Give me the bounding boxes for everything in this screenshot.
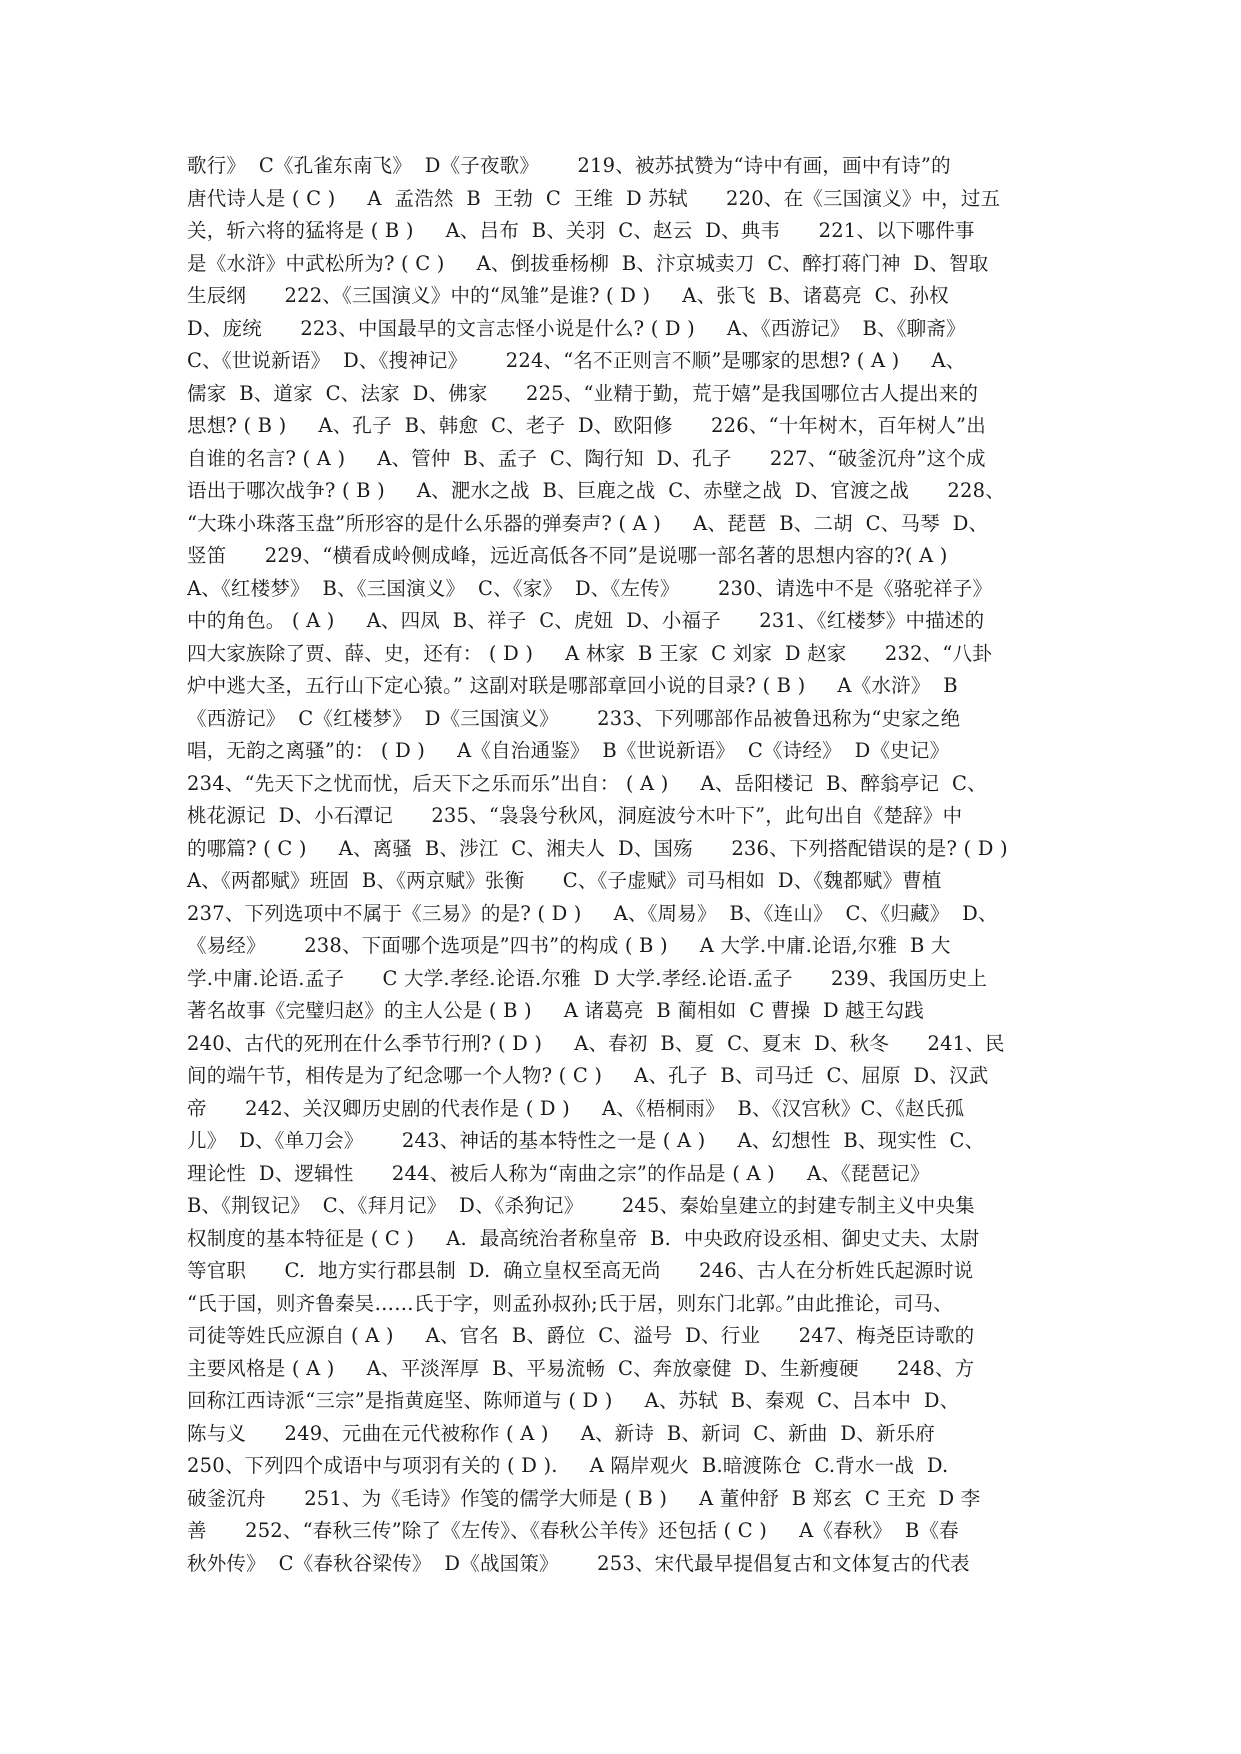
- text-line: 间的端午节，相传是为了纪念哪一个人物? ( C ) A、孔子 B、司马迁 C、屈原 D、汉武: [187, 1064, 989, 1087]
- text-line: 破釜沉舟 251、为《毛诗》作笺的儒学大师是 ( B ) A 董仲舒 B 郑玄 C 王充 D 李: [187, 1486, 981, 1510]
- text-line: 自谁的名言? ( A ) A、管仲 B、孟子 C、陶行知 D、孔子 227、“破釜沉舟”这个成: [187, 446, 986, 470]
- text-line: 司徒等姓氏应源自 ( A ) A、官名 B、爵位 C、溢号 D、行业 247、梅尧臣诗歌的: [187, 1324, 975, 1347]
- text-line: A、《红楼梦》 B、《三国演义》 C、《家》 D、《左传》 230、请选中不是《骆驼祥子》: [187, 576, 993, 600]
- text-line: 关，斩六将的猛将是 ( B ) A、吕布 B、关羽 C、赵云 D、典韦 221、以下哪件事: [187, 219, 975, 242]
- text-line: 权制度的基本特征是 ( C ) A. 最高统治者称皇帝 B. 中央政府设丞相、御史丈夫、太尉: [187, 1226, 980, 1250]
- text-line: A、《两都赋》班固 B、《两京赋》张衡 C、《子虚赋》司马相如 D、《魏都赋》曹植: [187, 869, 942, 892]
- text-line: 234、“先天下之忧而忧，后天下之乐而乐”出自： ( A ) A、岳阳楼记 B、醉翁亭记 C、: [187, 771, 987, 795]
- text-line: D、庞统 223、中国最早的文言志怪小说是什么? ( D ) A、《西游记》 B、《聊斋》: [187, 316, 966, 340]
- text-line: 思想? ( B ) A、孔子 B、韩愈 C、老子 D、欧阳修 226、“十年树木，百年树人”出: [187, 414, 986, 437]
- text-line: 回称江西诗派“三宗”是指黄庭坚、陈师道与 ( D ) A、苏轼 B、秦观 C、吕本中 D、: [187, 1389, 960, 1412]
- text-line: 250、下列四个成语中与项羽有关的 ( D ). A 隔岸观火 B.暗渡陈仓 C.背水一战 D.: [187, 1454, 949, 1477]
- text-line: 《西游记》 C《红楼梦》 D《三国演义》 233、下列哪部作品被鲁迅称为“史家之绝: [187, 706, 961, 730]
- text-line: 唱，无韵之离骚”的： ( D ) A《自治通鉴》 B《世说新语》 C《诗经》 D《史记》: [187, 739, 950, 762]
- text-line: 帝 242、关汉卿历史剧的代表作是 ( D ) A、《梧桐雨》 B、《汉宫秋》C、《赵氏孤: [187, 1096, 965, 1120]
- text-line: C、《世说新语》 D、《搜神记》 224、“名不正则言不顺”是哪家的思想? ( A ) A、: [187, 349, 966, 372]
- text-line: 中的角色。 ( A ) A、四凤 B、祥子 C、虎妞 D、小福子 231、《红楼梦》中描述的: [187, 609, 985, 632]
- text-line: 著名故事《完璧归赵》的主人公是 ( B ) A 诸葛亮 B 蔺相如 C 曹操 D 越王勾践: [187, 999, 924, 1022]
- text-line: 歌行》 C《孔雀东南飞》 D《子夜歌》 219、被苏拭赞为“诗中有画，画中有诗”的: [187, 154, 951, 177]
- text-line: 学.中庸.论语.孟子 C 大学.孝经.论语.尔雅 D 大学.孝经.论语.孟子 239、我国历史上: [187, 966, 988, 990]
- text-line: 理论性 D、逻辑性 244、被后人称为“南曲之宗”的作品是 ( A ) A、《琵琶记》: [187, 1161, 930, 1185]
- text-line: 生辰纲 222、《三国演义》中的“凤雏”是谁? ( D ) A、张飞 B、诸葛亮 C、孙权: [187, 284, 949, 307]
- text-line: 竖笛 229、“横看成岭侧成峰，远近高低各不同”是说哪一部名著的思想内容的?( A ): [187, 544, 948, 567]
- text-line: 唐代诗人是 ( C ) A 孟浩然 B 王勃 C 王维 D 苏轼 220、在《三国演义》中，过五: [187, 186, 1001, 210]
- text-line: 秋外传》 C《春秋谷梁传》 D《战国策》 253、宋代最早提倡复古和文体复古的代表: [187, 1551, 970, 1575]
- text-line: 炉中逃大圣，五行山下定心猿。” 这副对联是哪部章回小说的目录? ( B ) A《水浒》 B: [187, 674, 958, 697]
- text-line: “氏于国，则齐鲁秦吴……氏于字，则孟孙叔孙;氏于居，则东门北郭。”由此推论，司马、: [187, 1291, 953, 1315]
- text-line: B、《荆钗记》 C、《拜月记》 D、《杀狗记》 245、秦始皇建立的封建专制主义中央集: [187, 1194, 975, 1217]
- text-line: 儒家 B、道家 C、法家 D、佛家 225、“业精于勤，荒于嬉”是我国哪位古人提出来的: [187, 381, 979, 405]
- text-line: 等官职 C. 地方实行郡县制 D. 确立皇权至高无尚 246、古人在分析姓氏起源时说: [187, 1259, 974, 1282]
- text-line: 四大家族除了贾、薛、史，还有： ( D ) A 林家 B 王家 C 刘家 D 赵家 232、“八卦: [187, 641, 992, 665]
- text-line: 《易经》 238、下面哪个选项是”四书”的构成 ( B ) A 大学.中庸.论语,尔雅 B 大: [187, 934, 951, 957]
- text-line: 善 252、“春秋三传”除了《左传》、《春秋公羊传》还包括 ( C ) A《春秋》 B《春: [187, 1519, 959, 1542]
- document-body: [187, 150, 1057, 1580]
- text-line: 桃花源记 D、小石潭记 235、“袅袅兮秋风，洞庭波兮木叶下”，此句出自《楚辞》中: [187, 804, 963, 827]
- text-line: 语出于哪次战争? ( B ) A、淝水之战 B、巨鹿之战 C、赤壁之战 D、官渡之战 228、: [187, 479, 1005, 502]
- text-line: “大珠小珠落玉盘”所形容的是什么乐器的弹奏声? ( A ) A、琵琶 B、二胡 C、马琴 D、: [187, 511, 989, 535]
- text-line: 是《水浒》中武松所为? ( C ) A、倒拔垂杨柳 B、汴京城卖刀 C、醉打蒋门神 D、智取: [187, 251, 989, 275]
- text-line: 240、古代的死刑在什么季节行刑? ( D ) A、春初 B、夏 C、夏末 D、秋冬 241、民: [187, 1031, 1005, 1055]
- text-line: 237、下列选项中不属于《三易》的是? ( D ) A、《周易》 B、《连山》 C、《归藏》 D、: [187, 901, 998, 925]
- text-line: 的哪篇? ( C ) A、离骚 B、涉江 C、湘夫人 D、国殇 236、下列搭配错误的是? ( D ): [187, 836, 1008, 860]
- text-line: 主要风格是 ( A ) A、平淡浑厚 B、平易流畅 C、奔放豪健 D、生新瘦硬 248、方: [187, 1356, 975, 1380]
- text-line: 儿》 D、《单刀会》 243、神话的基本特性之一是 ( A ) A、幻想性 B、现实性 C、: [187, 1129, 985, 1152]
- text-line: 陈与义 249、元曲在元代被称作 ( A ) A、新诗 B、新词 C、新曲 D、新乐府: [187, 1421, 935, 1445]
